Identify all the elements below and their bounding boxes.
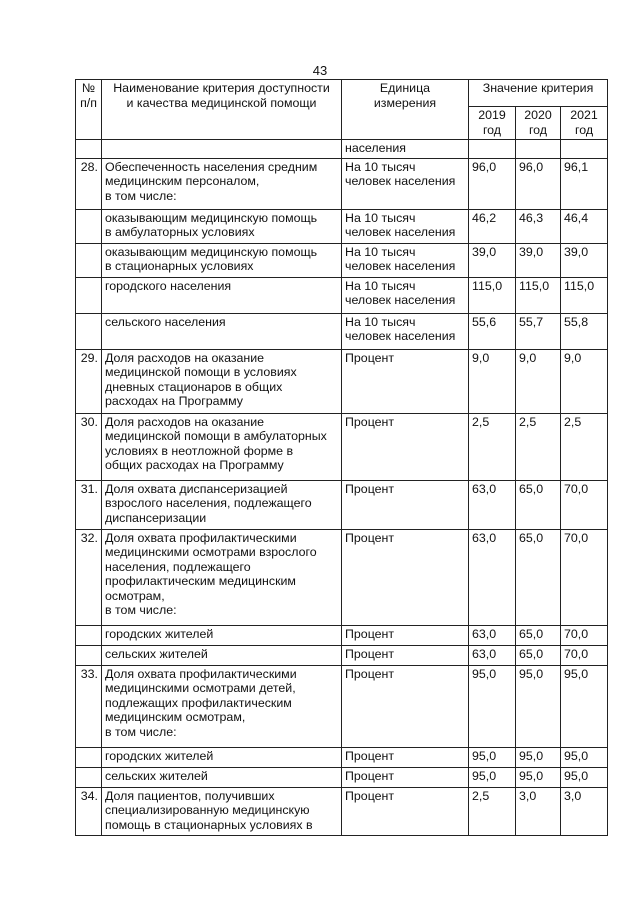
value-2021: 3,0 xyxy=(561,787,608,835)
unit-of-measure: Процент xyxy=(342,625,469,645)
table-row xyxy=(76,413,608,480)
value-2019: 9,0 xyxy=(469,349,516,413)
row-number xyxy=(76,209,102,243)
value-2019: 95,0 xyxy=(469,665,516,747)
value-2020: 115,0 xyxy=(516,277,561,313)
header-criterion-value: Значение критерия xyxy=(469,80,608,107)
unit-of-measure: Процент xyxy=(342,747,469,767)
unit-of-measure: На 10 тысяч человек населения xyxy=(342,277,469,313)
header-number: № п/п xyxy=(76,80,102,140)
unit-of-measure: На 10 тысяч человек населения xyxy=(342,243,469,277)
table-row xyxy=(76,645,608,665)
value-2019: 63,0 xyxy=(469,529,516,625)
criterion-name: оказывающим медицинскую помощь в стационарных условиях xyxy=(102,243,342,277)
criterion-name: городского населения xyxy=(102,277,342,313)
value-2021: 96,1 xyxy=(561,158,608,209)
criterion-name: Доля охвата профилактическими медицинскими осмотрами взрослого населения, подлежащего профилактическим медицинским осмотрам, в том числе: xyxy=(102,529,342,625)
unit-of-measure: Процент xyxy=(342,787,469,835)
row-number: 31. xyxy=(76,480,102,529)
criterion-name: сельских жителей xyxy=(102,767,342,787)
value-2020: 39,0 xyxy=(516,243,561,277)
table-row xyxy=(76,767,608,787)
table-row xyxy=(76,140,608,159)
value-2021 xyxy=(561,140,608,159)
criterion-name: Обеспеченность населения средним медицинским персоналом, в том числе: xyxy=(102,158,342,209)
value-2021: 95,0 xyxy=(561,767,608,787)
header-year-2020: 2020 год xyxy=(516,107,561,140)
table-row xyxy=(76,665,608,747)
row-number: 32. xyxy=(76,529,102,625)
value-2019: 63,0 xyxy=(469,480,516,529)
row-number xyxy=(76,767,102,787)
value-2019: 39,0 xyxy=(469,243,516,277)
value-2020: 55,7 xyxy=(516,313,561,349)
value-2020: 2,5 xyxy=(516,413,561,480)
value-2020: 95,0 xyxy=(516,767,561,787)
table-row xyxy=(76,158,608,209)
header-year-2021: 2021 год xyxy=(561,107,608,140)
value-2021: 46,4 xyxy=(561,209,608,243)
row-number: 28. xyxy=(76,158,102,209)
table-row xyxy=(76,480,608,529)
value-2020: 65,0 xyxy=(516,625,561,645)
value-2020: 9,0 xyxy=(516,349,561,413)
row-number: 34. xyxy=(76,787,102,835)
value-2019: 95,0 xyxy=(469,767,516,787)
value-2019: 2,5 xyxy=(469,787,516,835)
value-2020: 65,0 xyxy=(516,645,561,665)
unit-of-measure: На 10 тысяч человек населения xyxy=(342,158,469,209)
unit-of-measure: Процент xyxy=(342,480,469,529)
table-row xyxy=(76,243,608,277)
table-row xyxy=(76,625,608,645)
value-2021: 70,0 xyxy=(561,529,608,625)
table-row xyxy=(76,277,608,313)
value-2021: 95,0 xyxy=(561,665,608,747)
unit-of-measure: Процент xyxy=(342,529,469,625)
row-number xyxy=(76,747,102,767)
header-year-2019: 2019 год xyxy=(469,107,516,140)
unit-of-measure: Процент xyxy=(342,665,469,747)
value-2019: 95,0 xyxy=(469,747,516,767)
value-2020: 65,0 xyxy=(516,480,561,529)
criteria-table xyxy=(75,79,608,836)
value-2021: 70,0 xyxy=(561,645,608,665)
value-2019: 115,0 xyxy=(469,277,516,313)
row-number: 33. xyxy=(76,665,102,747)
value-2021: 55,8 xyxy=(561,313,608,349)
criterion-name: Доля пациентов, получивших специализированную медицинскую помощь в стационарных условиях в xyxy=(102,787,342,835)
table-row xyxy=(76,209,608,243)
row-number xyxy=(76,625,102,645)
row-number xyxy=(76,140,102,159)
criterion-name: сельских жителей xyxy=(102,645,342,665)
criterion-name xyxy=(102,140,342,159)
value-2019: 46,2 xyxy=(469,209,516,243)
value-2021: 2,5 xyxy=(561,413,608,480)
value-2021: 39,0 xyxy=(561,243,608,277)
criterion-name: городских жителей xyxy=(102,747,342,767)
value-2020: 65,0 xyxy=(516,529,561,625)
criterion-name: Доля расходов на оказание медицинской помощи в условиях дневных стационаров в общих расходах на Программу xyxy=(102,349,342,413)
value-2021: 70,0 xyxy=(561,625,608,645)
row-number xyxy=(76,277,102,313)
row-number: 30. xyxy=(76,413,102,480)
header-criterion-name: Наименование критерия доступности и качества медицинской помощи xyxy=(102,80,342,140)
row-number xyxy=(76,645,102,665)
table-body xyxy=(76,140,608,836)
unit-of-measure: населения xyxy=(342,140,469,159)
value-2019: 55,6 xyxy=(469,313,516,349)
criterion-name: Доля расходов на оказание медицинской помощи в амбулаторных условиях в неотложной форме в общих расходах на Программу xyxy=(102,413,342,480)
value-2019: 2,5 xyxy=(469,413,516,480)
value-2019: 63,0 xyxy=(469,645,516,665)
value-2020 xyxy=(516,140,561,159)
table-row xyxy=(76,313,608,349)
table-row xyxy=(76,747,608,767)
value-2020: 3,0 xyxy=(516,787,561,835)
unit-of-measure: Процент xyxy=(342,645,469,665)
value-2021: 115,0 xyxy=(561,277,608,313)
row-number: 29. xyxy=(76,349,102,413)
table-header xyxy=(76,80,608,140)
criterion-name: Доля охвата диспансеризацией взрослого населения, подлежащего диспансеризации xyxy=(102,480,342,529)
unit-of-measure: Процент xyxy=(342,413,469,480)
table-row xyxy=(76,349,608,413)
value-2019: 63,0 xyxy=(469,625,516,645)
value-2020: 46,3 xyxy=(516,209,561,243)
table-row xyxy=(76,787,608,835)
unit-of-measure: Процент xyxy=(342,349,469,413)
unit-of-measure: На 10 тысяч человек населения xyxy=(342,209,469,243)
value-2021: 95,0 xyxy=(561,747,608,767)
value-2020: 95,0 xyxy=(516,747,561,767)
criterion-name: оказывающим медицинскую помощь в амбулаторных условиях xyxy=(102,209,342,243)
table-row xyxy=(76,529,608,625)
unit-of-measure: На 10 тысяч человек населения xyxy=(342,313,469,349)
value-2019: 96,0 xyxy=(469,158,516,209)
unit-of-measure: Процент xyxy=(342,767,469,787)
value-2020: 95,0 xyxy=(516,665,561,747)
criterion-name: городских жителей xyxy=(102,625,342,645)
row-number xyxy=(76,243,102,277)
row-number xyxy=(76,313,102,349)
header-unit: Единица измерения xyxy=(342,80,469,140)
criterion-name: сельского населения xyxy=(102,313,342,349)
value-2021: 9,0 xyxy=(561,349,608,413)
value-2019 xyxy=(469,140,516,159)
value-2021: 70,0 xyxy=(561,480,608,529)
value-2020: 96,0 xyxy=(516,158,561,209)
page-number: 43 xyxy=(312,63,328,78)
criterion-name: Доля охвата профилактическими медицинскими осмотрами детей, подлежащих профилактическим медицинским осмотрам, в том числе: xyxy=(102,665,342,747)
